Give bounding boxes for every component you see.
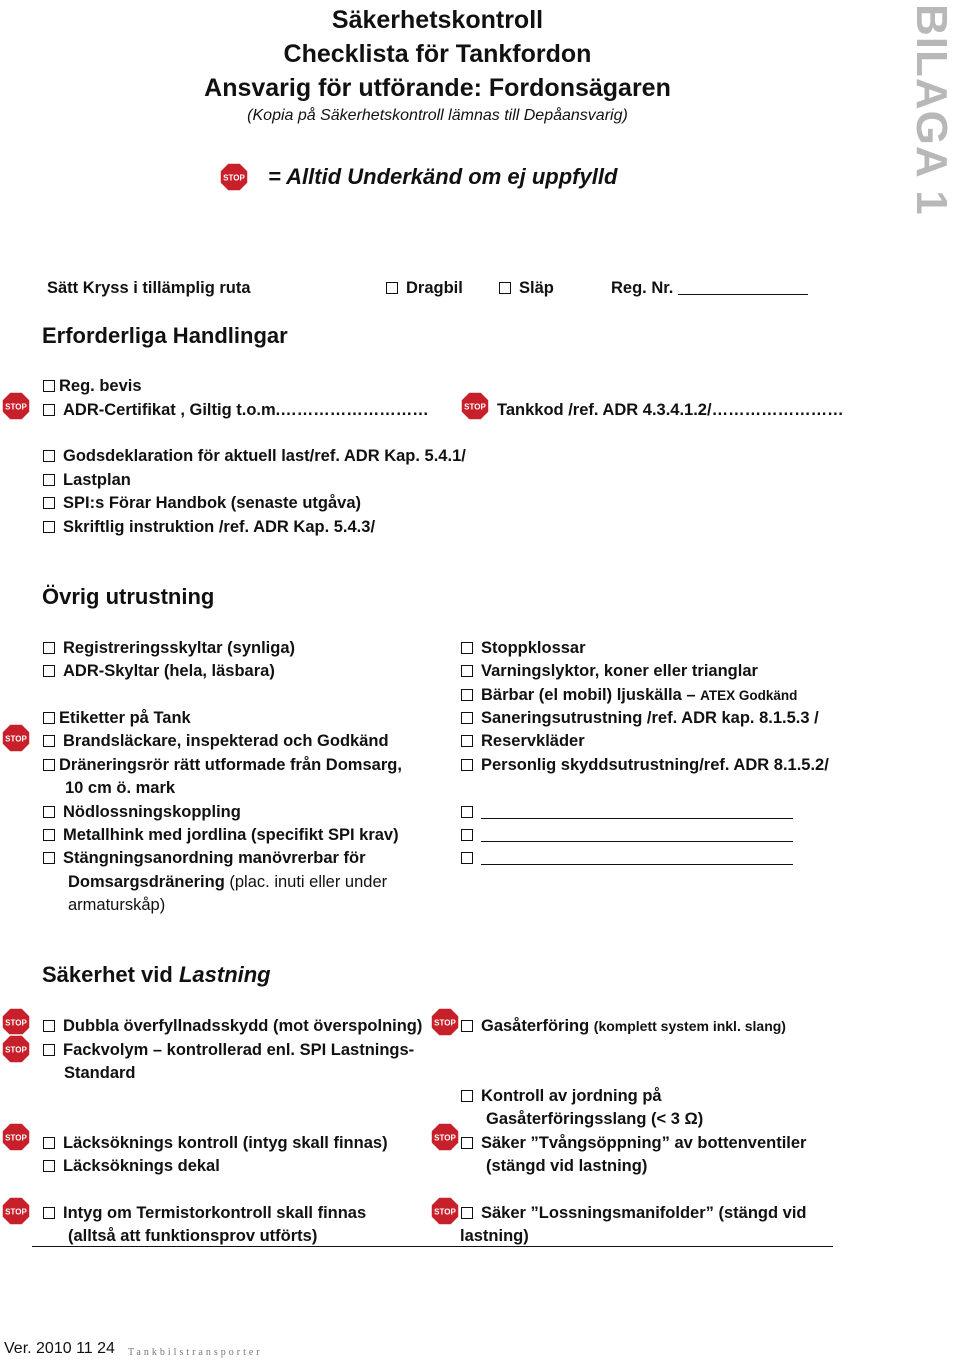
checkbox[interactable]	[461, 1020, 473, 1032]
check-varningslyktor[interactable]: Varningslyktor, koner eller trianglar	[461, 661, 758, 681]
checkbox[interactable]	[43, 1020, 55, 1032]
check-blank-2[interactable]	[461, 825, 793, 845]
option-dragbil[interactable]: Dragbil	[386, 278, 463, 298]
check-forar-handbok[interactable]: SPI:s Förar Handbok (senaste utgåva)	[43, 493, 361, 513]
check-brandslackare[interactable]: Brandsläckare, inspekterad och Godkänd	[43, 731, 389, 751]
check-fackvolym[interactable]: Fackvolym – kontrollerad enl. SPI Lastnings-	[43, 1040, 414, 1060]
checkbox[interactable]	[461, 759, 473, 771]
section-heading-lastning: Säkerhet vid Lastning	[42, 962, 271, 987]
svg-text:STOP: STOP	[5, 402, 27, 412]
checkbox[interactable]	[43, 759, 55, 771]
svg-text:STOP: STOP	[5, 1207, 27, 1217]
stop-sign-icon	[430, 1007, 460, 1037]
reg-nr-label: Reg. Nr.	[611, 278, 808, 298]
checkbox[interactable]	[43, 806, 55, 818]
checkbox[interactable]	[43, 497, 55, 509]
check-nodlossningskoppling[interactable]: Nödlossningskoppling	[43, 802, 241, 822]
checkbox[interactable]	[43, 735, 55, 747]
copy-note: (Kopia på Säkerhetskontroll lämnas till Depåansvarig)	[247, 107, 628, 124]
checkbox-dragbil[interactable]	[386, 282, 398, 294]
check-termistorkontroll[interactable]: Intyg om Termistorkontroll skall finnas	[43, 1203, 366, 1223]
stop-sign-icon	[1, 1034, 31, 1064]
checkbox[interactable]	[461, 1137, 473, 1149]
stop-sign-icon	[219, 162, 249, 192]
check-draneringsror[interactable]: Dräneringsrör rätt utformade från Domsarg,	[43, 755, 402, 775]
document-title: Säkerhetskontroll	[331, 6, 544, 34]
checkbox[interactable]	[43, 1207, 55, 1219]
checkbox[interactable]	[461, 852, 473, 864]
saker-tvangsoppning-continued: (stängd vid lastning)	[486, 1157, 648, 1175]
blank-line[interactable]	[481, 827, 793, 842]
svg-text:STOP: STOP	[434, 1133, 456, 1143]
stop-sign-icon	[460, 391, 490, 421]
checkbox[interactable]	[461, 665, 473, 677]
check-lacksokning-dekal[interactable]: Läcksöknings dekal	[43, 1156, 220, 1176]
checkbox[interactable]	[43, 642, 55, 654]
stop-sign-icon	[1, 1122, 31, 1152]
check-adr-skyltar[interactable]: ADR-Skyltar (hela, läsbara)	[43, 661, 275, 681]
check-kontroll-jordning[interactable]: Kontroll av jordning på	[461, 1086, 662, 1106]
check-metallhink[interactable]: Metallhink med jordlina (specifikt SPI krav)	[43, 825, 399, 845]
check-etiketter[interactable]: Etiketter på Tank	[43, 708, 191, 728]
check-skriftlig-instruktion[interactable]: Skriftlig instruktion /ref. ADR Kap. 5.4.3/	[43, 517, 375, 537]
checkbox[interactable]	[43, 852, 55, 864]
footer-faded-text: Tankbilstransporter	[128, 1347, 263, 1358]
bottom-rule	[32, 1246, 833, 1247]
termistorkontroll-continued: (alltså att funktionsprov utförts)	[68, 1227, 318, 1245]
checkbox[interactable]	[43, 450, 55, 462]
stop-sign-icon	[1, 723, 31, 753]
reg-nr-field[interactable]	[678, 280, 808, 295]
svg-text:STOP: STOP	[434, 1018, 456, 1028]
stop-sign-icon	[1, 1196, 31, 1226]
stangning-continued: Domsargsdränering (plac. inuti eller under	[68, 873, 388, 891]
checkbox[interactable]	[43, 665, 55, 677]
check-stangningsanordning[interactable]: Stängningsanordning manövrerbar för	[43, 848, 366, 868]
stop-sign-icon	[1, 1007, 31, 1037]
check-gasaterforing[interactable]: Gasåterföring (komplett system inkl. slang)	[461, 1016, 786, 1036]
checkbox[interactable]	[461, 642, 473, 654]
blank-line[interactable]	[481, 850, 793, 865]
svg-text:STOP: STOP	[223, 173, 245, 183]
check-adr-certifikat[interactable]: ADR-Certifikat , Giltig t.o.m.………………………	[43, 400, 429, 420]
check-saneringsutrustning[interactable]: Saneringsutrustning /ref. ADR kap. 8.1.5.3 /	[461, 708, 819, 728]
check-lacksokning-kontroll[interactable]: Läcksöknings kontroll (intyg skall finnas)	[43, 1133, 388, 1153]
checkbox-slap[interactable]	[499, 282, 511, 294]
svg-text:STOP: STOP	[434, 1207, 456, 1217]
svg-text:STOP: STOP	[5, 1045, 27, 1055]
svg-text:STOP: STOP	[5, 1133, 27, 1143]
stop-sign-icon	[430, 1196, 460, 1226]
tankkod-field: Tankkod /ref. ADR 4.3.4.1.2/……………………	[497, 401, 844, 419]
checkbox[interactable]	[461, 689, 473, 701]
check-blank-3[interactable]	[461, 848, 793, 868]
check-lastplan[interactable]: Lastplan	[43, 470, 131, 490]
draneringsror-continued: 10 cm ö. mark	[65, 779, 176, 797]
checkbox[interactable]	[43, 474, 55, 486]
checkbox[interactable]	[461, 806, 473, 818]
instruction-text: Sätt Kryss i tillämplig ruta	[47, 279, 251, 297]
stop-sign-icon	[430, 1122, 460, 1152]
check-saker-tvangsoppning[interactable]: Säker ”Tvångsöppning” av bottenventiler	[461, 1133, 806, 1153]
check-reg-bevis[interactable]: Reg. bevis	[43, 376, 142, 396]
bilaga-label: BILAGA 1	[907, 4, 956, 216]
saker-lossningsmanifolder-continued: lastning)	[460, 1227, 529, 1245]
check-barbar-ljuskalla[interactable]: Bärbar (el mobil) ljuskälla – ATEX Godkänd	[461, 685, 797, 706]
stangning-continued-2: armaturskåp)	[68, 896, 166, 914]
svg-text:STOP: STOP	[5, 1018, 27, 1028]
check-personlig-skydd[interactable]: Personlig skyddsutrustning/ref. ADR 8.1.5.2/	[461, 755, 829, 775]
check-saker-lossningsmanifolder[interactable]: Säker ”Lossningsmanifolder” (stängd vid	[461, 1203, 806, 1223]
check-registreringsskyltar[interactable]: Registreringsskyltar (synliga)	[43, 638, 295, 658]
check-dubbla-overfyllnadsskydd[interactable]: Dubbla överfyllnadsskydd (mot överspolning)	[43, 1016, 422, 1036]
checkbox[interactable]	[43, 1044, 55, 1056]
check-stoppklossar[interactable]: Stoppklossar	[461, 638, 586, 658]
blank-line[interactable]	[481, 804, 793, 819]
checkbox[interactable]	[43, 1137, 55, 1149]
svg-text:STOP: STOP	[5, 734, 27, 744]
checkbox[interactable]	[461, 712, 473, 724]
checkbox[interactable]	[43, 712, 55, 724]
checkbox[interactable]	[43, 380, 55, 392]
version-label: Ver. 2010 11 24	[4, 1340, 115, 1357]
kontroll-jordning-continued: Gasåterföringsslang (< 3 Ω)	[486, 1110, 704, 1128]
checkbox[interactable]	[43, 521, 55, 533]
document-subtitle: Checklista för Tankfordon	[283, 40, 592, 68]
stop-sign-icon	[1, 391, 31, 421]
stop-legend: = Alltid Underkänd om ej uppfylld	[268, 164, 618, 189]
checkbox[interactable]	[43, 829, 55, 841]
checkbox[interactable]	[461, 829, 473, 841]
option-slap[interactable]: Släp	[499, 278, 554, 298]
section-heading-utrustning: Övrig utrustning	[42, 584, 215, 609]
section-heading-handlingar: Erforderliga Handlingar	[42, 323, 288, 348]
svg-text:STOP: STOP	[464, 402, 486, 412]
checkbox[interactable]	[461, 1207, 473, 1219]
check-godsdeklaration[interactable]: Godsdeklaration för aktuell last/ref. ADR Kap. 5.4.1/	[43, 446, 466, 466]
check-blank-1[interactable]	[461, 802, 793, 822]
fackvolym-continued: Standard	[64, 1064, 136, 1082]
checkbox[interactable]	[43, 1160, 55, 1172]
checkbox[interactable]	[461, 1090, 473, 1102]
checkbox[interactable]	[461, 735, 473, 747]
check-reservklader[interactable]: Reservkläder	[461, 731, 585, 751]
responsible-line: Ansvarig för utförande: Fordonsägaren	[204, 74, 671, 102]
checkbox[interactable]	[43, 404, 55, 416]
